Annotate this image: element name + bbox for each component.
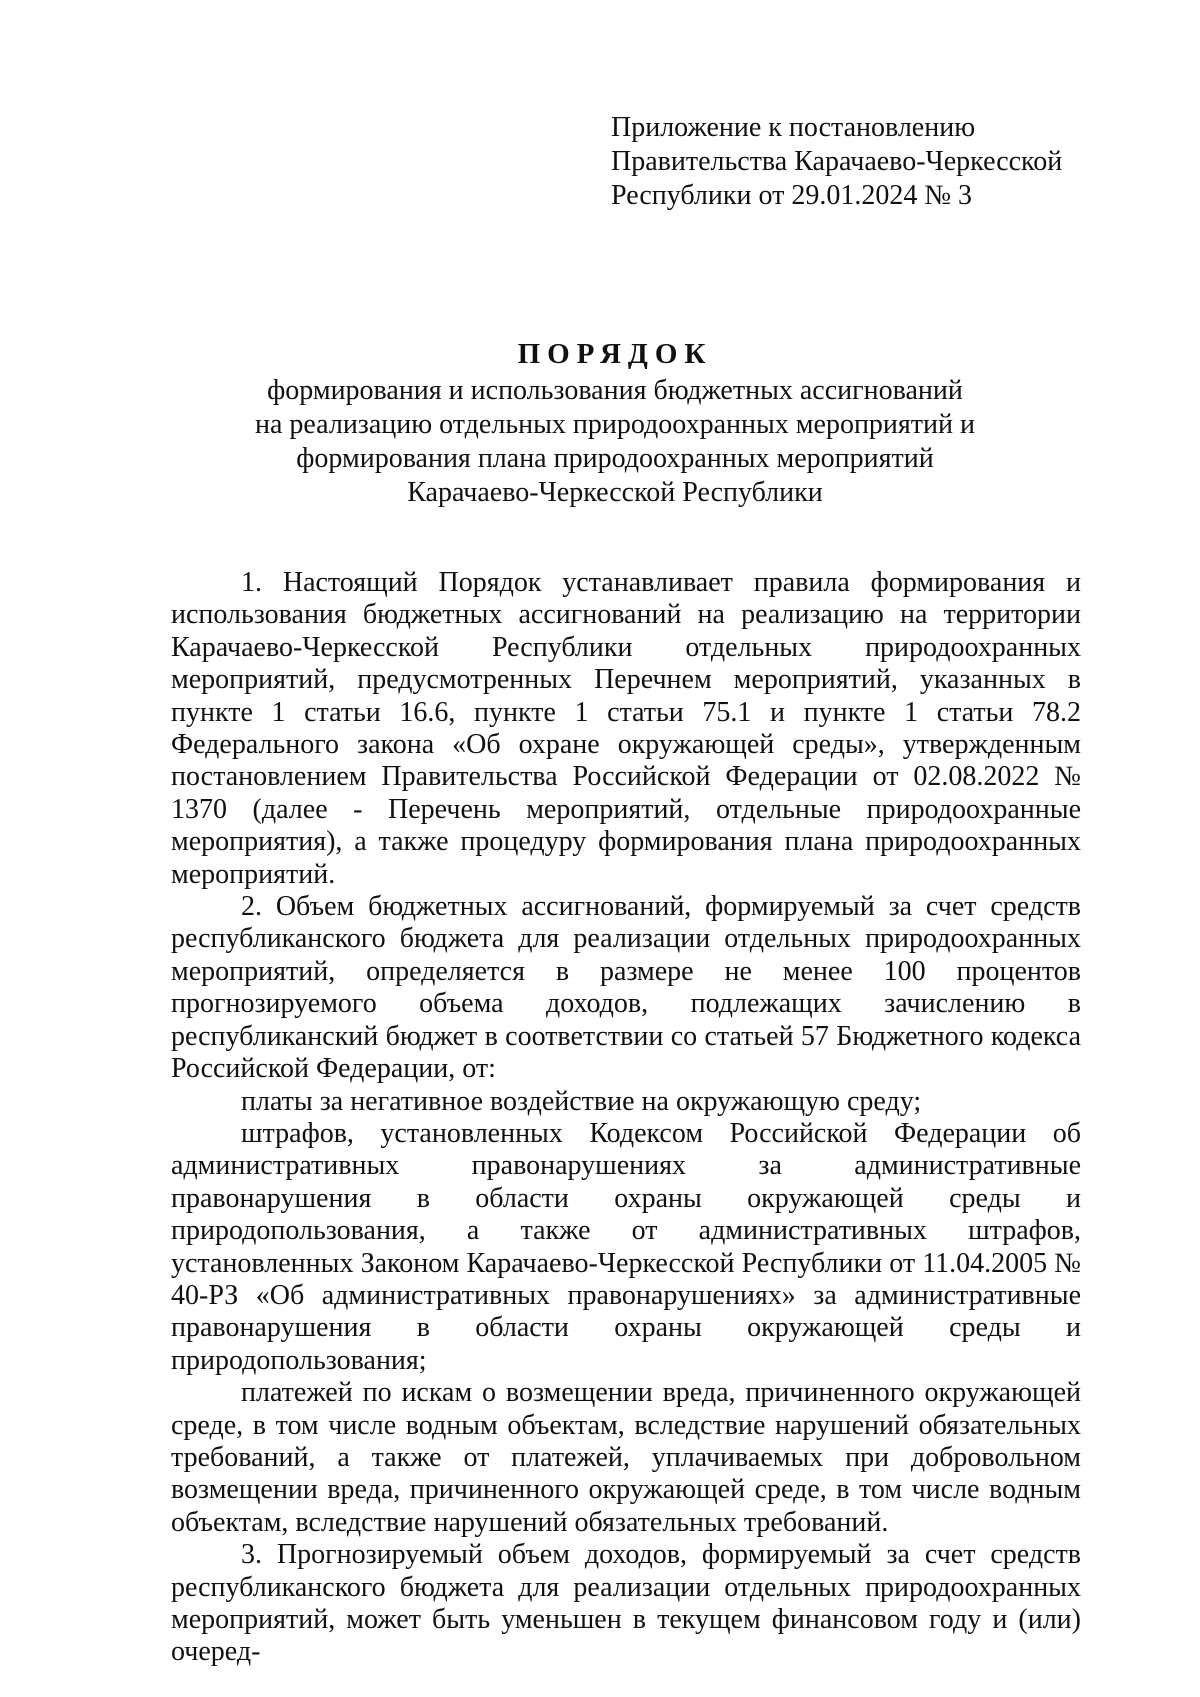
paragraph-2: 2. Объем бюджетных ассигнований, формируемый за счет средств республиканского бюджета для реализации отдельных природоохранных мероприятий, определяется в размере не менее 100 процентов прогнозируемого объема доходов, подлежащих зачислению в республиканский бюджет в соответствии со статьей 57 Бюджетного кодекса Российской Федерации, от: xyxy=(171,891,1081,1085)
approval-header xyxy=(611,111,1131,213)
paragraph-1: 1. Настоящий Порядок устанавливает правила формирования и использования бюджетных ассигнований на реализацию на территории Карачаево-Черкесской Республики отдельных природоохранных мероприятий, предусмотренных Перечнем мероприятий, указанных в пункте 1 статьи 16.6, пункте 1 статьи 75.1 и пункте 1 статьи 78.2 Федерального закона «Об охране окружающей среды», утвержденным постановлением Правительства Российской Федерации от 02.08.2022 № 1370 (далее - Перечень мероприятий, отдельные природоохранные мероприятия), а также процедуру формирования плана природоохранных мероприятий. xyxy=(171,567,1081,890)
document-title: ПОРЯДОК xyxy=(517,338,713,370)
approval-header-line: Приложение к постановлению xyxy=(611,112,976,143)
document-title-block xyxy=(150,336,1080,510)
paragraph-2-item-fines: штрафов, установленных Кодексом Российской Федерации об административных правонарушениях за административные правонарушения в области охраны окружающей среды и природопользования, а также от административных штрафов, установленных Законом Карачаево-Черкесской Республики от 11.04.2005 № 40-РЗ «Об административных правонарушениях» за административные правонарушения в области охраны окружающей среды и природопользования; xyxy=(171,1117,1081,1376)
approval-header-line: Республики от 29.01.2024 № 3 xyxy=(611,180,973,211)
document-subtitle-line: формирования плана природоохранных мероприятий xyxy=(296,443,934,474)
document-subtitle-line: формирования и использования бюджетных ассигнований xyxy=(267,375,963,406)
paragraph-2-item-payments: платежей по искам о возмещении вреда, причиненного окружающей среде, в том числе водным объектам, вследствие нарушений обязательных требований, а также от платежей, уплачиваемых при добровольном возмещении вреда, причиненного окружающей среде, в том числе водным объектам, вследствие нарушений обязательных требований. xyxy=(171,1377,1081,1538)
paragraph-3: 3. Прогнозируемый объем доходов, формируемый за счет средств республиканского бюджета для реализации отдельных природоохранных мероприятий, может быть уменьшен в текущем финансовом году и (или) очеред- xyxy=(171,1539,1081,1668)
document-subtitle-line: Карачаево-Черкесской Республики xyxy=(407,477,823,508)
document-body xyxy=(171,567,1081,1669)
paragraph-2-item-fee: платы за негативное воздействие на окружающую среду; xyxy=(241,1085,922,1117)
approval-header-line: Правительства Карачаево-Черкесской xyxy=(611,146,1063,177)
document-subtitle-line: на реализацию отдельных природоохранных мероприятий и xyxy=(254,409,975,440)
